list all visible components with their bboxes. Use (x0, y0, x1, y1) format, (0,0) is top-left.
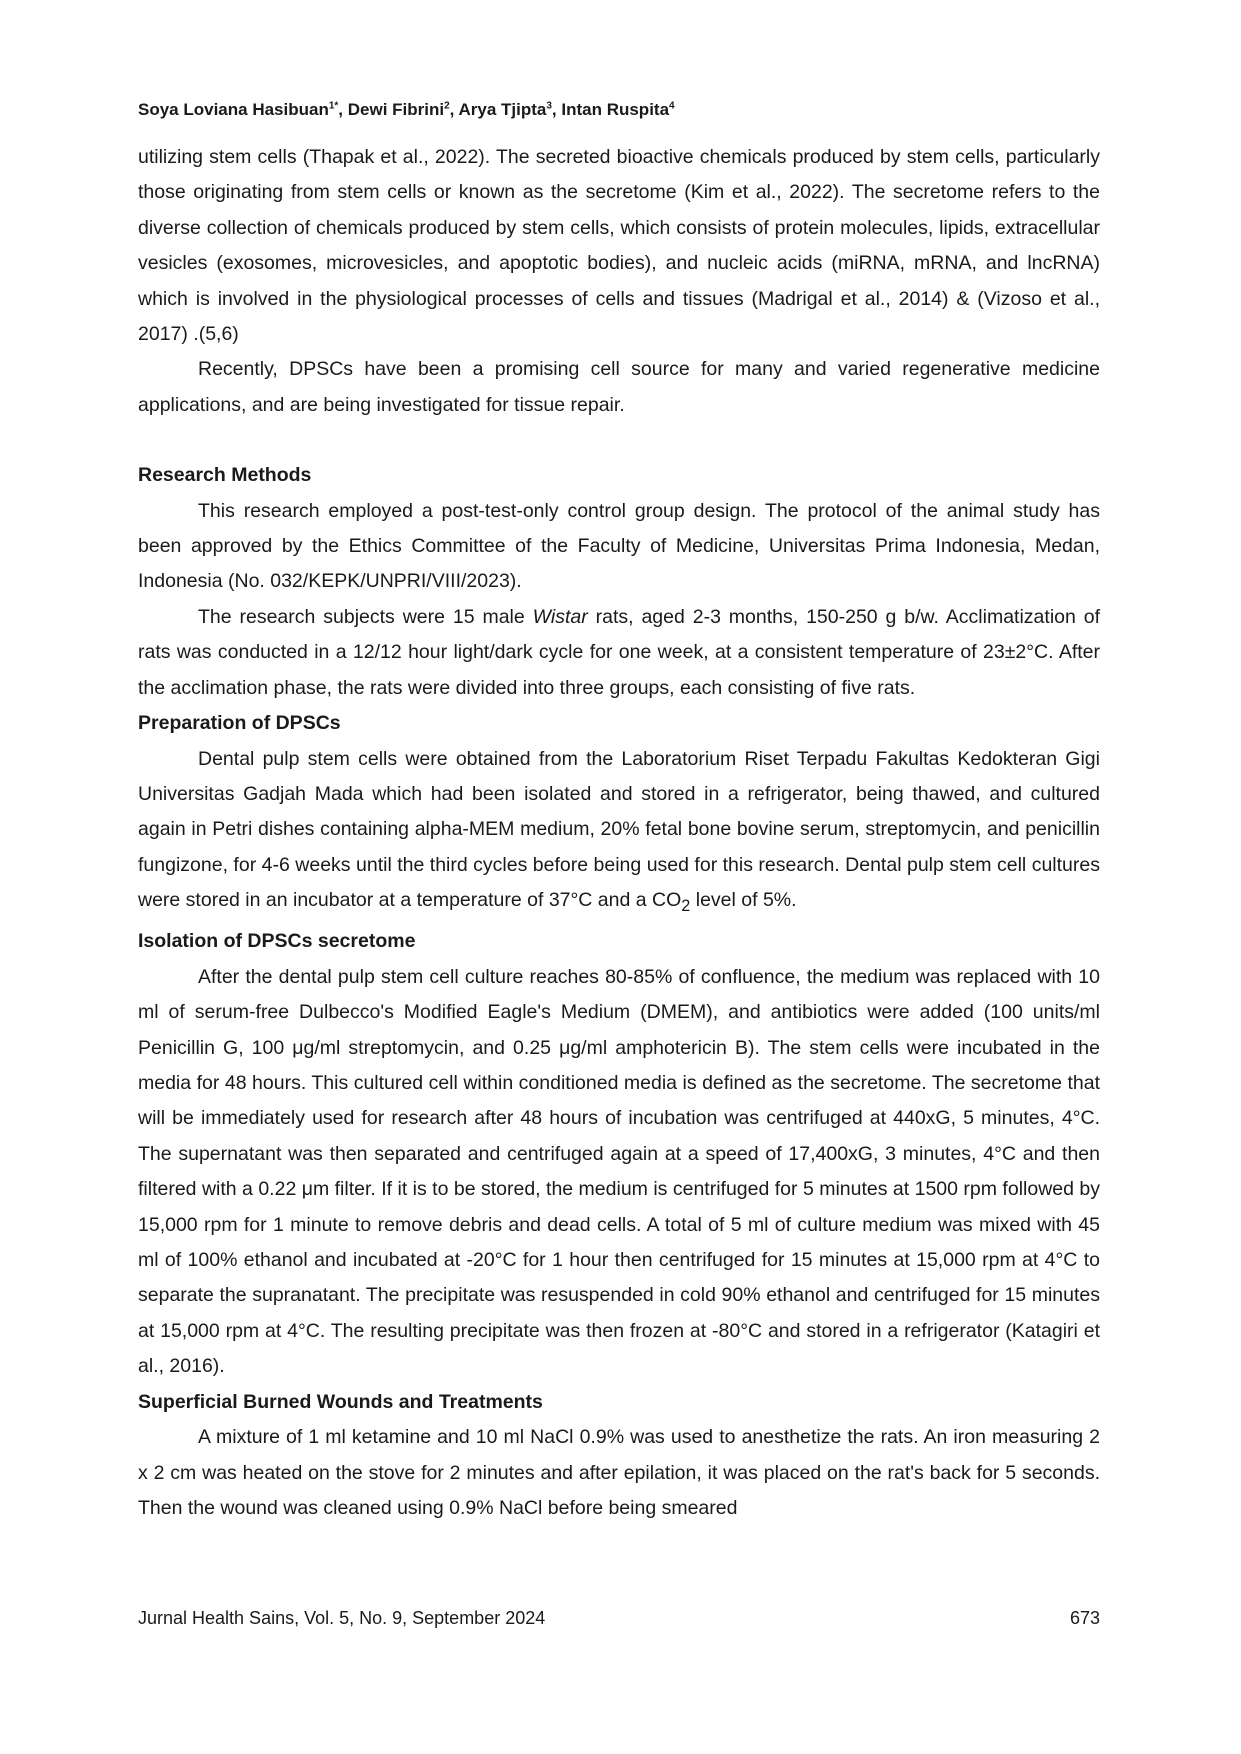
author-2-affiliation: 2 (444, 100, 450, 112)
intro-paragraph-2: Recently, DPSCs have been a promising cell source for many and varied regenerative medicine applications, and are being investigated for tissue repair. (138, 358, 1100, 416)
author-4-affiliation: 4 (669, 100, 675, 112)
preparation-text: level of 5%. (690, 889, 797, 912)
heading-burn-wounds: Superficial Burned Wounds and Treatments (138, 1390, 543, 1413)
journal-citation: Jurnal Health Sains, Vol. 5, No. 9, September 2024 (138, 1608, 546, 1628)
page-number: 673 (1069, 1608, 1100, 1628)
species-name: Wistar (532, 605, 588, 628)
author-separator: , (338, 100, 348, 119)
page-footer (138, 1608, 1100, 1629)
co2-subscript: 2 (681, 897, 691, 916)
heading-preparation: Preparation of DPSCs (138, 712, 341, 735)
author-3-affiliation: 3 (546, 100, 552, 112)
preparation-paragraph (138, 742, 1100, 925)
burn-paragraph: A mixture of 1 ml ketamine and 10 ml NaCl 0.9% was used to anesthetize the rats. An iron measuring 2 x 2 cm was heated on the stove for 2 minutes and after epilation, it was placed on the rat's back for 5 seconds. Then the wound was cleaned using 0.9% NaCl before being smeared (138, 1426, 1100, 1519)
methods-paragraph-2 (138, 600, 1100, 706)
author-separator: , (449, 100, 459, 119)
heading-research-methods: Research Methods (138, 464, 312, 487)
preparation-text: Dental pulp stem cells were obtained from the Laboratorium Riset Terpadu Fakultas Kedokteran Gigi Universitas Gadjah Mada which had been isolated and stored in a refrigerator, being thawed, and cultured again in Petri dishes containing alpha-MEM medium, 20% fetal bone bovine serum, streptomycin, and penicillin fungizone, for 4-6 weeks until the third cycles before being used for this research. Dental pulp stem cell cultures were stored in an incubator at a temperature of 37°C and a CO (138, 747, 1100, 912)
author-1-affiliation: 1* (328, 100, 339, 112)
author-line (138, 100, 675, 120)
methods-paragraph-1: This research employed a post-test-only control group design. The protocol of the animal study has been approved by the Ethics Committee of the Faculty of Medicine, Universitas Prima Indonesia, Medan, Indonesia (No. 032/KEPK/UNPRI/VIII/2023). (138, 499, 1100, 593)
author-2: Dewi Fibrini (347, 100, 445, 119)
heading-isolation: Isolation of DPSCs secretome (138, 930, 416, 953)
methods-text: The research subjects were 15 male (198, 605, 533, 628)
author-4: Intan Ruspita (561, 100, 670, 119)
paper-page (138, 0, 1100, 1754)
article-body (138, 140, 1100, 1526)
section-spacer (138, 423, 1100, 458)
author-1: Soya Loviana Hasibuan (138, 100, 329, 119)
intro-paragraph-1: utilizing stem cells (Thapak et al., 2022). The secreted bioactive chemicals produced by stem cells, particularly those originating from stem cells or known as the secretome (Kim et al., 2022). The secretome refers to the diverse collection of chemicals produced by stem cells, which consists of protein molecules, lipids, extracellular vesicles (exosomes, microvesicles, and apoptotic bodies), and nucleic acids (miRNA, mRNA, and lncRNA) which is involved in the physiological processes of cells and tissues (Madrigal et al., 2014) & (Vizoso et al., 2017) .(5,6) (138, 146, 1100, 346)
methods-text: rats, aged 2-3 months, 150-250 g b/w. Acclimatization of rats was conducted in a 12/12 hour light/dark cycle for one week, at a consistent temperature of 23±2°C. After the acclimation phase, the rats were divided into three groups, each consisting of five rats. (138, 605, 1101, 699)
author-separator: , (551, 100, 562, 119)
isolation-paragraph: After the dental pulp stem cell culture reaches 80-85% of confluence, the medium was replaced with 10 ml of serum-free Dulbecco's Modified Eagle's Medium (DMEM), and antibiotics were added (100 units/ml Penicillin G, 100 μg/ml streptomycin, and 0.25 μg/ml amphotericin B). The stem cells were incubated in the media for 48 hours. This cultured cell within conditioned media is defined as the secretome. The secretome that will be immediately used for research after 48 hours of incubation was centrifuged at 440xG, 5 minutes, 4°C. The supernatant was then separated and centrifuged again at a speed of 17,400xG, 3 minutes, 4°C and then filtered with a 0.22 μm filter. If it is to be stored, the medium is centrifuged for 5 minutes at 1500 rpm followed by 15,000 rpm for 1 minute to remove debris and dead cells. A total of 5 ml of culture medium was mixed with 45 ml of 100% ethanol and incubated at -20°C for 1 hour then centrifuged for 15 minutes at 15,000 rpm at 4°C to separate the supranatant. The precipitate was resuspended in cold 90% ethanol and centrifuged for 15 minutes at 15,000 rpm at 4°C. The resulting precipitate was then frozen at -80°C and stored in a refrigerator (Katagiri et al., 2016). (138, 965, 1100, 1378)
author-3: Arya Tjipta (458, 100, 547, 119)
